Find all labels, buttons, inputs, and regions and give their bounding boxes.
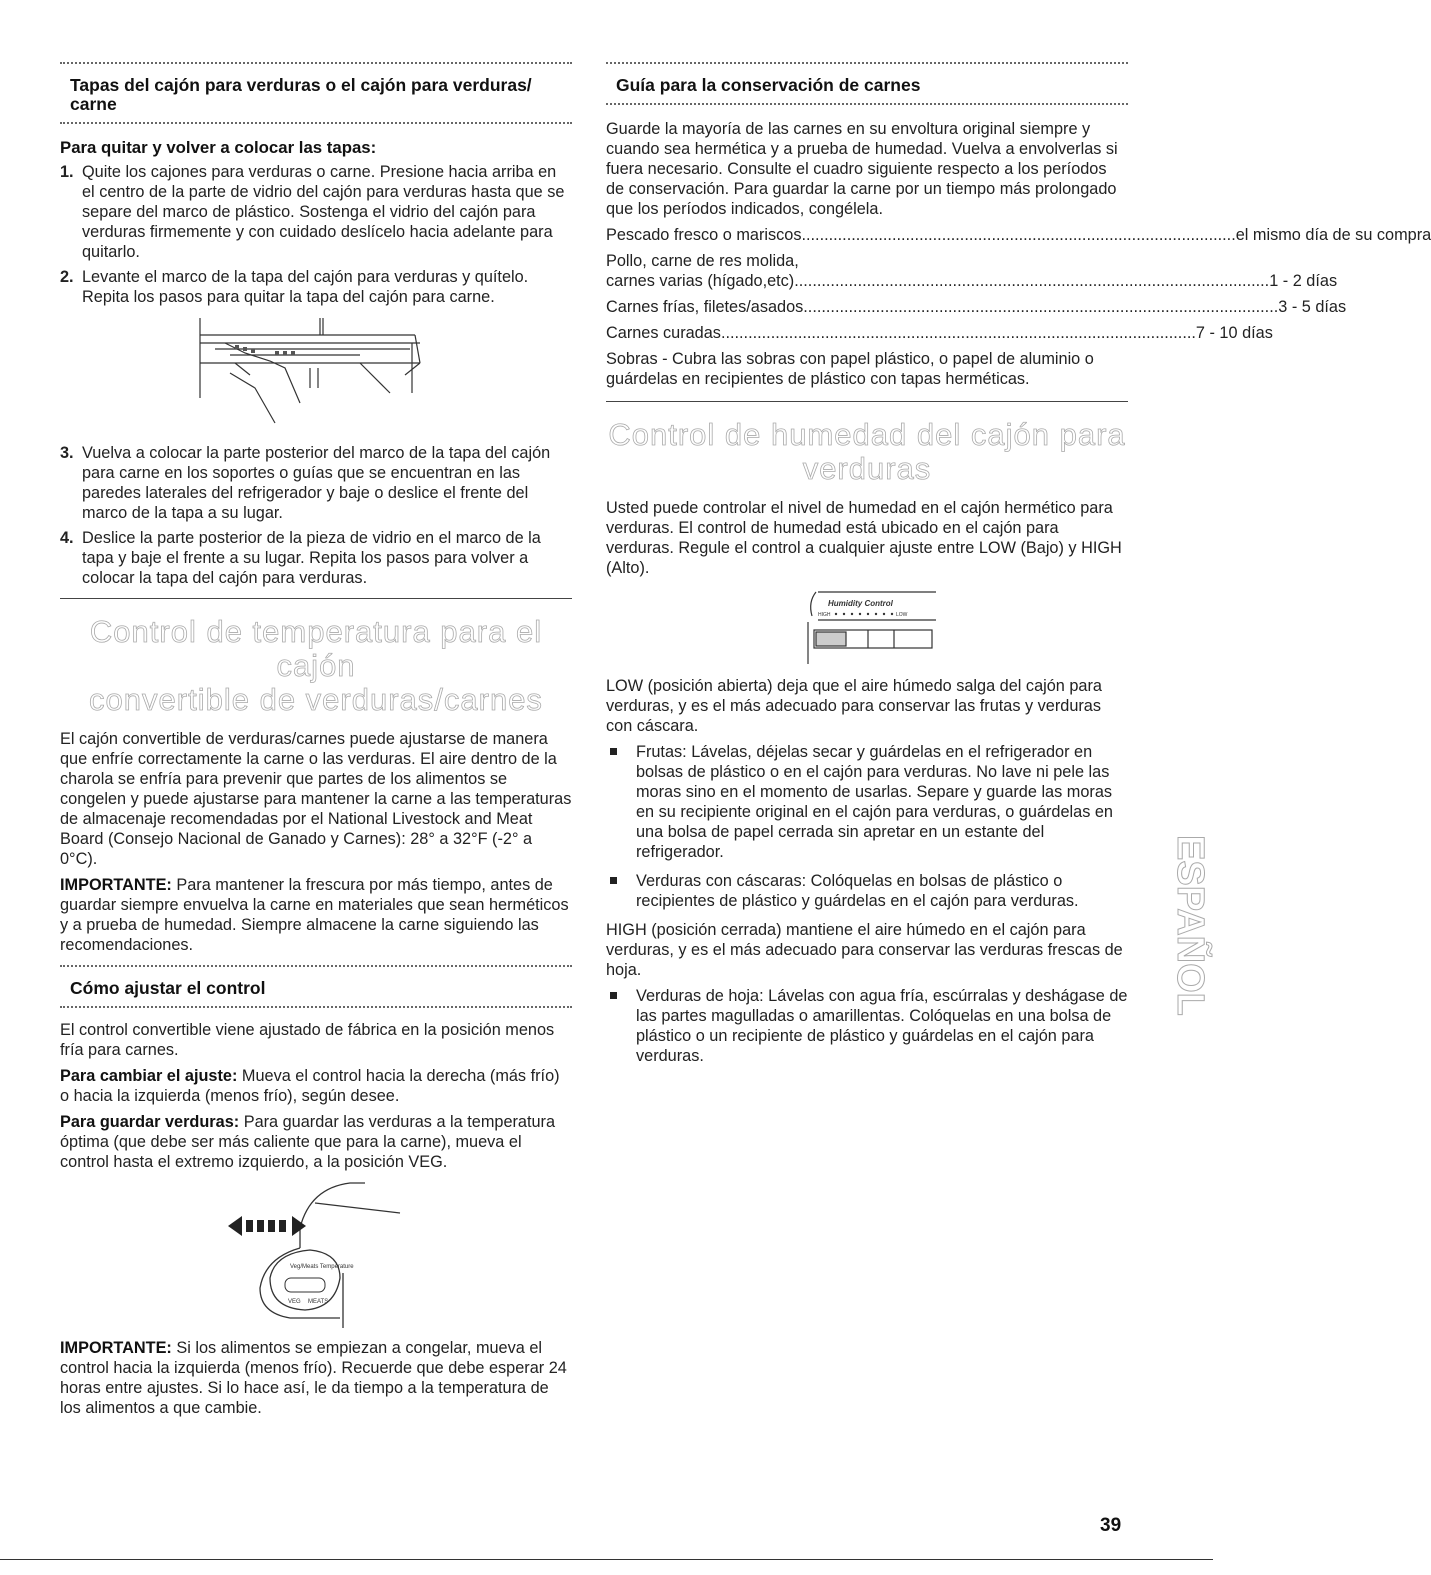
subtitle-remove-covers: Para quitar y volver a colocar las tapas:: [60, 138, 377, 157]
divider: [60, 965, 572, 967]
humidity-low-label: LOW: [896, 612, 908, 618]
steps-list: [60, 162, 572, 307]
dial-meats-label: MEATS: [308, 1299, 329, 1305]
divider: [606, 103, 1128, 105]
section-title-crisper-covers: Tapas del cajón para verduras o el cajón para verduras/ carne: [70, 75, 532, 114]
paragraph: HIGH (posición cerrada) mantiene el aire húmedo en el cajón para verduras, y es el más adecuado para conservar las verduras frescas de hoja.: [606, 921, 1123, 979]
paragraph: El cajón convertible de verduras/carnes puede ajustarse de manera que enfríe correctamente la carne o las verduras. El aire dentro de la charola se enfría para prevenir que partes de los alimentos se congelen y puede ajustarse para mantener la carne a las temperaturas de almacenaje recomendadas por el National Livestock and Meat Board (Consejo Nacional de Ganado y Carnes): 28° a 32°F (-2° a 0°C).: [60, 730, 572, 868]
divider: [60, 1006, 572, 1008]
list-item: Frutas: Lávelas, déjelas secar y guárdelas en el refrigerador en bolsas de plástico o en el cajón para verduras. No lave ni pele las moras sino en el momento de usarlas. Separe y guarde las moras en su recipiente original en el cajón para verduras, o guárdelas en una bolsa de papel cerrada sin apretar en un estante del refrigerador.: [606, 742, 1128, 862]
chart-row: Pescado fresco o mariscos ................................................................................................ el mismo día de su compra: [606, 226, 1431, 244]
humidity-control-illustration: [606, 584, 1128, 666]
chart-row: Carnes frías, filetes/asados ......................................................................................................... 3 - 5 días: [606, 298, 1347, 316]
paragraph: Guarde la mayoría de las carnes en su envoltura original siempre y cuando sea hermética y a prueba de humedad. Vuelva a envolverlas si fuera necesario. Consulte el cuadro siguiente respecto a los períodos de conservación. Para guardar la carne por un tiempo más prolongado que los períodos indicados, congélela.: [606, 120, 1118, 218]
humidity-high-label: HIGH: [818, 612, 831, 618]
divider: [0, 1559, 1213, 1560]
paragraph: IMPORTANTE: Si los alimentos se empiezan a congelar, mueva el control hacia la izquierda (menos frío). Recuerde que debe esperar 24 horas entre ajustes. Si lo hace así, le da tiempo a la temperatura de los alimentos a que cambie.: [60, 1339, 567, 1417]
step-item: 2. Levante el marco de la tapa del cajón para verduras y quítelo. Repita los pasos para quitar la tapa del cajón para carne.: [60, 268, 529, 306]
list-item: Verduras de hoja: Lávelas con agua fría, escúrralas y deshágase de las partes magulladas o amarillentas. Colóquelas en una bolsa de plástico o un recipiente de plástico y guárdelas en el cajón para verduras.: [606, 986, 1128, 1066]
storage-chart: [606, 225, 1431, 343]
bullet-list: [606, 986, 1128, 1066]
step-item: 1. Quite los cajones para verduras o carne. Presione hacia arriba en el centro de la parte de vidrio del cajón para verduras hasta que se separe del marco de plástico. Sostenga el vidrio del cajón para verduras firmemente y con cuidado deslícelo hacia adelante para quitarlo.: [60, 163, 565, 261]
section-title-meat-guide: Guía para la conservación de carnes: [616, 75, 921, 95]
chart-row-label: Pollo, carne de res molida,: [606, 252, 799, 270]
divider: [606, 62, 1128, 64]
step-item: 3. Vuelva a colocar la parte posterior del marco de la tapa del cajón para carne en los soportes o guías que se encuentran en las paredes laterales del refrigerador y baje o deslice el frente del marco de la tapa a su lugar.: [60, 444, 551, 522]
divider: [606, 401, 1128, 402]
crisper-cover-illustration: [60, 313, 572, 433]
section-title-adjust-control: Cómo ajustar el control: [70, 978, 266, 998]
paragraph: Para guardar verduras: Para guardar las verduras a la temperatura óptima (que debe ser más caliente que para la carne), mueva el control hasta el extremo izquierdo, a la posición VEG.: [60, 1113, 556, 1171]
paragraph: Usted puede controlar el nivel de humedad en el cajón hermético para verduras. El control de humedad está ubicado en el cajón para verduras. Regule el control a cualquier ajuste entre LOW (Bajo) y HIGH (Alto).: [606, 499, 1122, 577]
divider: [60, 62, 572, 64]
divider: [60, 122, 572, 124]
page-number: 39: [1100, 1515, 1122, 1536]
step-item: 4. Deslice la parte posterior de la pieza de vidrio en el marco de la tapa y baje el frente a su lugar. Repita los pasos para volver a colocar la tapa del cajón para verduras.: [60, 529, 541, 587]
paragraph: IMPORTANTE: Para mantener la frescura por más tiempo, antes de guardar siempre envuelva la carne en materiales que sean herméticos y a prueba de humedad. Siempre almacene la carne siguiendo las recomendaciones.: [60, 876, 569, 954]
divider: [60, 598, 572, 599]
paragraph: Para cambiar el ajuste: Mueva el control hacia la derecha (más frío) o hacia la izquierda (menos frío), según desee.: [60, 1067, 560, 1105]
left-column: [60, 62, 572, 1424]
language-side-tab: [1148, 830, 1211, 1060]
paragraph: Sobras - Cubra las sobras con papel plástico, o papel de aluminio o guárdelas en recipientes de plástico con tapas herméticas.: [606, 350, 1094, 388]
paragraph: LOW (posición abierta) deja que el aire húmedo salga del cajón para verduras, y es el más adecuado para conservar las frutas y verduras con cáscara.: [606, 677, 1102, 735]
list-item: Verduras con cáscaras: Colóquelas en bolsas de plástico o recipientes de plástico y guárdelas en el cajón para verduras.: [606, 871, 1128, 911]
dial-label: Veg/Meats Temperature: [290, 1264, 354, 1270]
humidity-control-label: Humidity Control: [828, 599, 893, 608]
paragraph: El control convertible viene ajustado de fábrica en la posición menos fría para carnes.: [60, 1021, 555, 1059]
section-title-humidity-control: Control de humedad del cajón para verduras: [608, 417, 1126, 486]
temperature-dial-illustration: [60, 1178, 572, 1328]
side-tab-text: ESPAÑOL: [1169, 835, 1211, 1016]
dial-veg-label: VEG: [288, 1299, 301, 1305]
chart-row: Carnes curadas ......................................................................................................... 7 - 10 días: [606, 324, 1273, 342]
section-title-temperature-control: Control de temperatura para el cajón convertible de verduras/carnes: [89, 614, 543, 717]
bullet-list: [606, 742, 1128, 911]
steps-list: [60, 443, 572, 588]
chart-row: carnes varias (hígado,etc) ......................................................................................................... 1 - 2 días: [606, 272, 1338, 290]
